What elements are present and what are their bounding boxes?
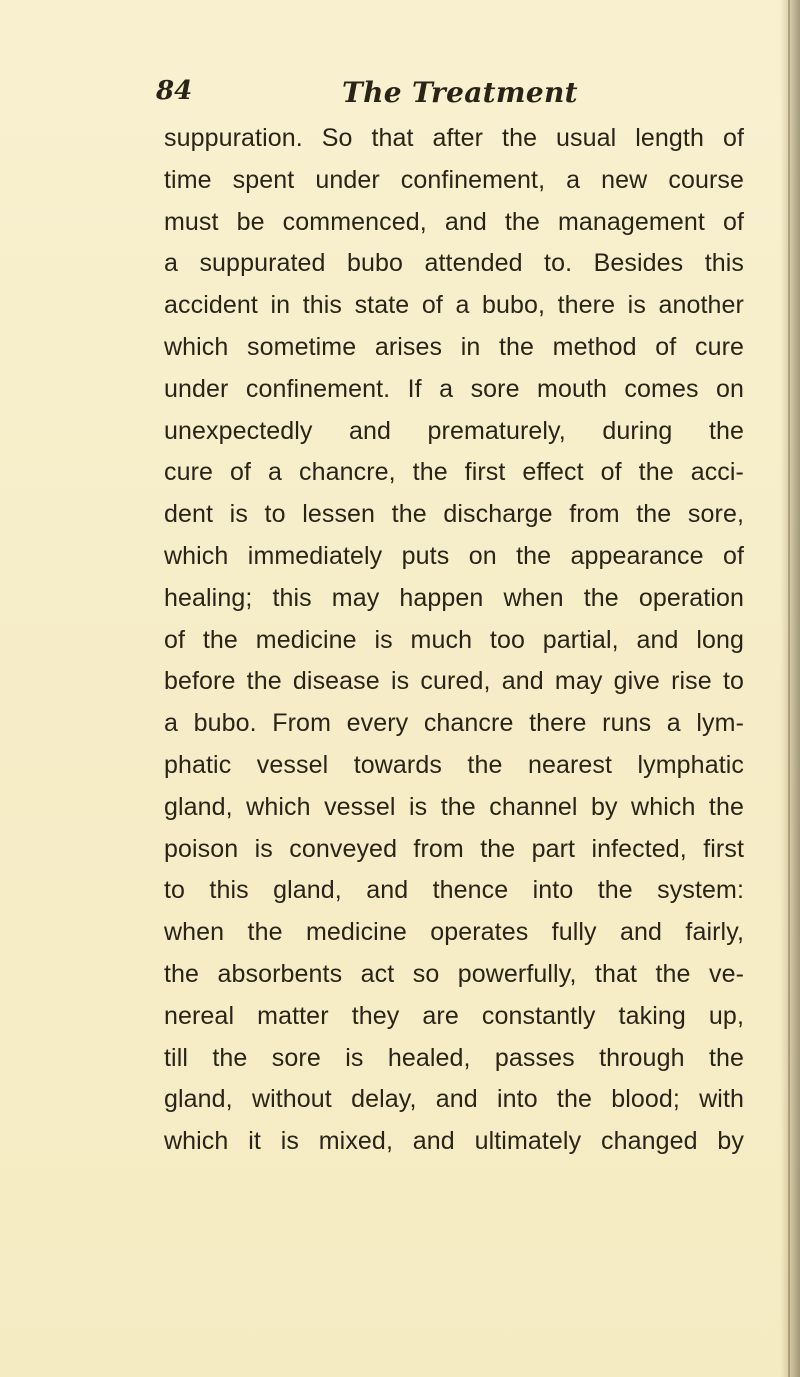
text-line: healing; this may happen when the operation: [164, 583, 744, 612]
text-line: which it is mixed, and ultimately changed by: [164, 1127, 744, 1156]
text-line: till the sore is healed, passes through the: [164, 1043, 744, 1072]
text-line: when the medicine operates fully and fairly,: [164, 918, 744, 947]
text-line: must be commenced, and the management of: [164, 207, 744, 236]
text-line: of the medicine is much too partial, and long: [164, 625, 744, 654]
text-line: to this gland, and thence into the system:: [164, 876, 744, 905]
text-line: which sometime arises in the method of cure: [164, 332, 744, 361]
text-line: phatic vessel towards the nearest lymphatic: [164, 750, 744, 779]
text-line: time spent under confinement, a new course: [164, 165, 744, 194]
text-line: nereal matter they are constantly taking up,: [164, 1001, 744, 1030]
text-line: suppuration. So that after the usual length of: [164, 124, 744, 152]
text-line: a suppurated bubo attended to. Besides this: [164, 249, 744, 278]
running-head: [156, 76, 746, 112]
text-line: before the disease is cured, and may give rise to: [164, 667, 744, 696]
text-line: accident in this state of a bubo, there is another: [164, 291, 744, 320]
text-line: gland, without delay, and into the blood; with: [164, 1085, 744, 1114]
running-title: The Treatment: [342, 76, 578, 109]
text-line: unexpectedly and prematurely, during the: [164, 416, 744, 445]
text-line: which immediately puts on the appearance of: [164, 541, 744, 570]
text-line: gland, which vessel is the channel by which the: [164, 792, 744, 821]
text-line: cure of a chancre, the first effect of the acci-: [164, 458, 744, 487]
text-line: poison is conveyed from the part infected, first: [164, 834, 744, 863]
text-line: the absorbents act so powerfully, that the ve-: [164, 959, 744, 988]
page-edge: [788, 0, 790, 1377]
page-number: 84: [156, 76, 193, 106]
text-line: dent is to lessen the discharge from the sore,: [164, 500, 744, 529]
text-line: under confinement. If a sore mouth comes on: [164, 374, 744, 403]
text-line: a bubo. From every chancre there runs a lym-: [164, 709, 744, 738]
body-text: [164, 118, 744, 1163]
